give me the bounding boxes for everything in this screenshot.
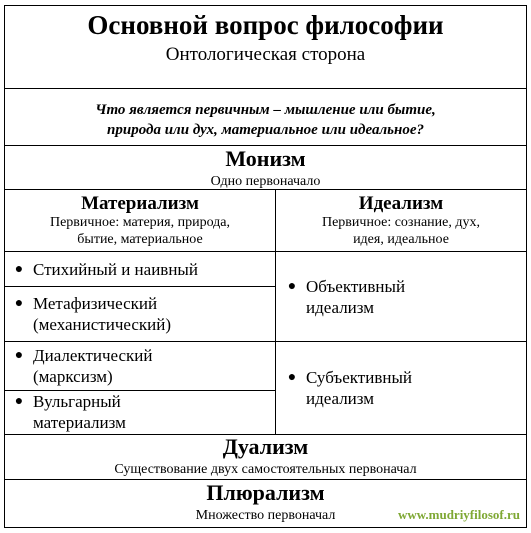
pluralism-title: Плюрализм — [206, 480, 325, 505]
list-item — [5, 343, 275, 389]
materialism-description-2: бытие, материальное — [77, 231, 203, 247]
list-item — [5, 288, 275, 340]
bullet-icon: ● — [14, 296, 24, 311]
materialism-header — [5, 191, 275, 249]
dualism-section — [5, 435, 526, 478]
materialism-item-3: Диалектический — [33, 346, 153, 365]
divider — [5, 251, 526, 252]
materialism-item-4-cont: материализм — [33, 413, 126, 432]
divider — [5, 88, 526, 89]
materialism-item-2-cont: (механистический) — [33, 315, 172, 334]
dualism-title: Дуализм — [222, 434, 309, 459]
idealism-description-2: идея, идеальное — [353, 231, 449, 247]
list-item — [5, 392, 275, 432]
list-item — [5, 253, 275, 285]
materialism-item-1: Стихийный и наивный — [33, 259, 198, 279]
bullet-icon: ● — [287, 279, 297, 294]
idealism-header — [276, 191, 526, 249]
question-line-2: природа или дух, материальное или идеальное? — [107, 122, 424, 138]
idealism-item-1: Объективный — [306, 277, 406, 296]
idealism-item-2: Субъективный — [306, 368, 412, 387]
question-line-1: Что является первичным – мышление или бытие, — [95, 102, 436, 118]
pluralism-description: Множество первоначал — [195, 508, 336, 523]
materialism-title: Материализм — [81, 192, 199, 214]
page-title: Основной вопрос философии — [87, 10, 444, 40]
bullet-icon: ● — [287, 370, 297, 385]
idealism-item-1-cont: идеализм — [306, 298, 375, 317]
philosophy-table — [4, 5, 527, 528]
watermark: www.mudriyfilosof.ru — [397, 507, 520, 522]
monism-description: Одно первоначало — [210, 174, 321, 189]
materialism-item-3-cont: (марксизм) — [33, 367, 113, 386]
header-section — [5, 10, 526, 66]
materialism-description-1: Первичное: материя, природа, — [49, 214, 231, 230]
monism-title: Монизм — [225, 146, 306, 171]
monism-section — [5, 147, 526, 190]
idealism-title: Идеализм — [358, 192, 444, 214]
materialism-item-2: Метафизический — [33, 294, 158, 313]
divider — [5, 341, 526, 342]
page-subtitle: Онтологическая сторона — [165, 44, 366, 65]
column-divider — [275, 190, 276, 434]
materialism-item-4: Вульгарный — [33, 392, 121, 411]
divider — [5, 286, 275, 287]
bullet-icon: ● — [14, 261, 24, 277]
dualism-description: Существование двух самостоятельных первоначал — [114, 462, 417, 477]
list-item — [276, 253, 526, 341]
bullet-icon: ● — [14, 348, 24, 363]
question-section — [5, 100, 526, 140]
idealism-description-1: Первичное: сознание, дух, — [321, 214, 480, 230]
bullet-icon: ● — [14, 394, 24, 409]
list-item — [276, 343, 526, 433]
idealism-item-2-cont: идеализм — [306, 389, 375, 408]
divider — [5, 189, 526, 190]
